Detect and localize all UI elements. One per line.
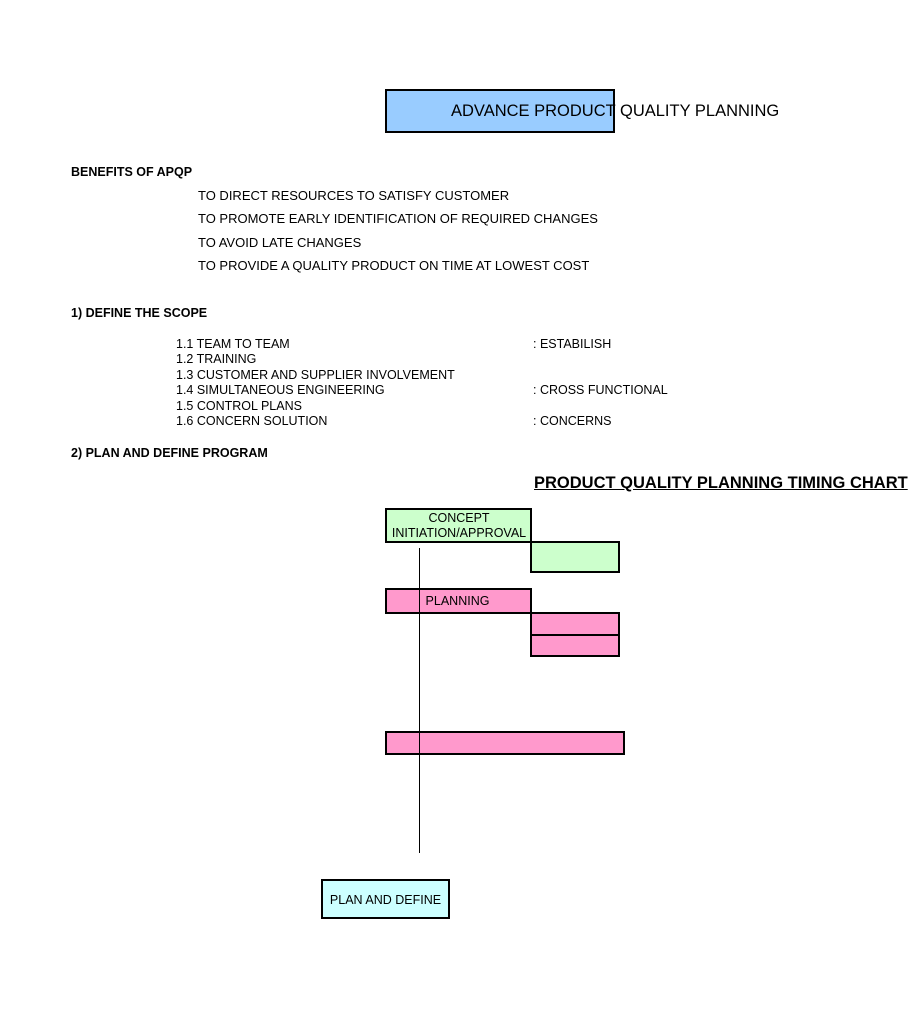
timing-chart-title: PRODUCT QUALITY PLANNING TIMING CHART <box>534 474 908 492</box>
benefit-item: TO DIRECT RESOURCES TO SATISFY CUSTOMER <box>198 188 510 203</box>
benefit-item: TO PROMOTE EARLY IDENTIFICATION OF REQUIRED CHANGES <box>198 211 598 226</box>
plan-define-box <box>321 879 450 919</box>
benefit-item: TO AVOID LATE CHANGES <box>198 235 362 250</box>
concept-approval-label: CONCEPT INITIATION/APPROVAL <box>391 511 527 540</box>
scope-item: 1.5 CONTROL PLANS <box>176 399 302 413</box>
planning-box <box>385 588 532 614</box>
page-title: ADVANCE PRODUCT QUALITY PLANNING <box>451 102 780 120</box>
planning-timeline-bar <box>530 634 620 657</box>
scope-item-note: : CROSS FUNCTIONAL <box>533 383 668 397</box>
planning-timeline-bar <box>530 612 620 636</box>
plan-heading: 2) PLAN AND DEFINE PROGRAM <box>71 446 268 460</box>
concept-timeline-bar <box>530 541 620 573</box>
title-box <box>385 89 780 133</box>
scope-item: 1.1 TEAM TO TEAM <box>176 337 290 351</box>
scope-item: 1.4 SIMULTANEOUS ENGINEERING <box>176 383 385 397</box>
scope-item: 1.3 CUSTOMER AND SUPPLIER INVOLVEMENT <box>176 368 455 382</box>
concept-approval-box <box>385 508 532 543</box>
plan-define-label: PLAN AND DEFINE <box>329 893 442 907</box>
benefit-item: TO PROVIDE A QUALITY PRODUCT ON TIME AT LOWEST COST <box>198 258 590 273</box>
scope-item-note: : ESTABILISH <box>533 337 612 351</box>
benefits-heading: BENEFITS OF APQP <box>71 165 193 179</box>
scope-item-note: : CONCERNS <box>533 414 612 428</box>
planning-long-bar <box>385 731 625 755</box>
scope-heading: 1) DEFINE THE SCOPE <box>71 306 208 320</box>
planning-label: PLANNING <box>425 594 490 608</box>
timeline-divider <box>419 548 420 853</box>
scope-item: 1.2 TRAINING <box>176 352 257 366</box>
scope-item: 1.6 CONCERN SOLUTION <box>176 414 328 428</box>
